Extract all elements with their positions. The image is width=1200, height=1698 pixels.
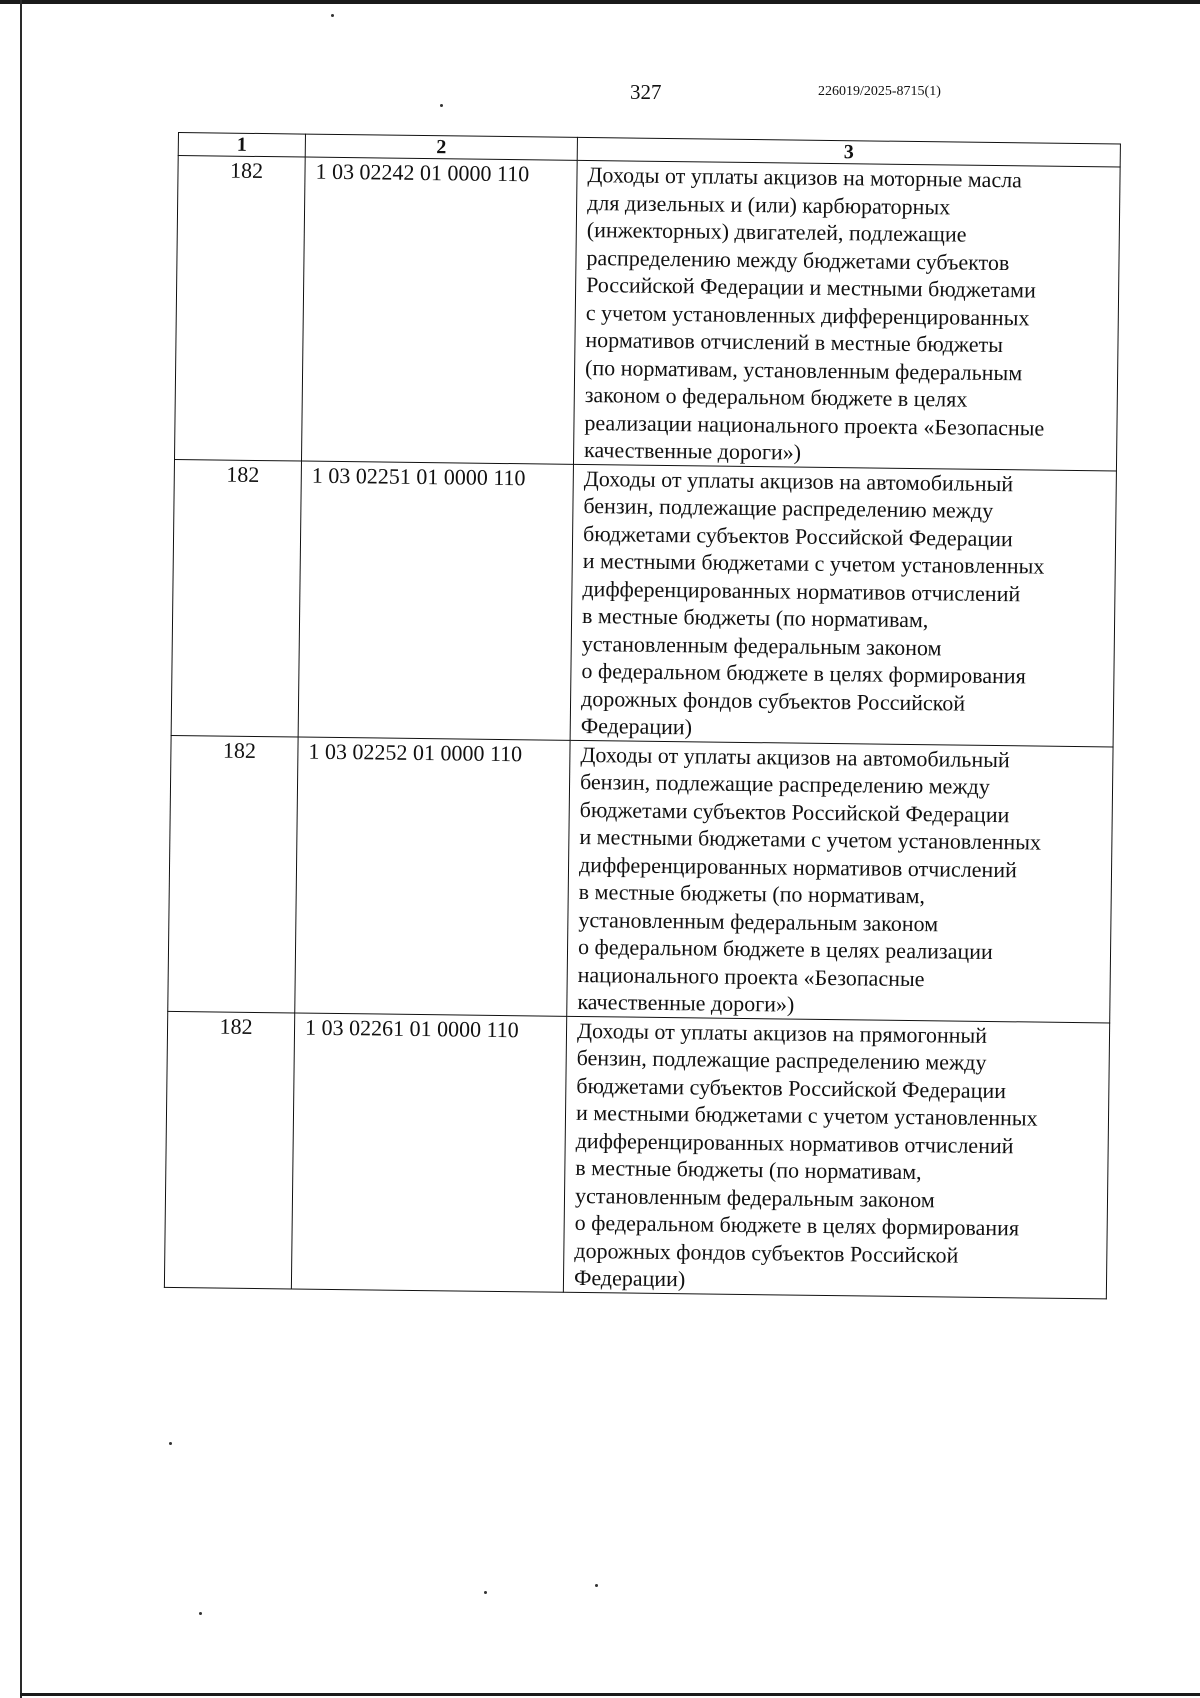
description-line: и местными бюджетами с учетом установленных: [575, 1099, 1038, 1131]
admin-code-cell: 182: [175, 156, 306, 461]
description-line: (инжекторных) двигателей, подлежащие: [586, 217, 967, 247]
scan-speck: [440, 104, 443, 107]
description-line: дифференцированных нормативов отчислений: [575, 1127, 1014, 1158]
revenue-description-cell: [573, 160, 1120, 470]
description-line: в местные бюджеты (по нормативам,: [578, 878, 926, 909]
description-line: о федеральном бюджете в целях формирования: [574, 1209, 1020, 1241]
budget-classification-code-cell: 1 03 02261 01 0000 110: [291, 1012, 566, 1291]
page-number: 327: [630, 80, 662, 104]
scan-border-top: [0, 0, 1200, 4]
budget-classification-code-cell: 1 03 02242 01 0000 110: [301, 157, 577, 464]
table-row: [171, 459, 1116, 746]
description-line: установленным федеральным законом: [574, 1182, 935, 1212]
description-line: Доходы от уплаты акцизов на моторные масла: [587, 162, 1023, 193]
scan-speck: [484, 1591, 487, 1594]
description-line: бюджетами субъектов Российской Федерации: [582, 520, 1013, 551]
description-line: в местные бюджеты (по нормативам,: [581, 602, 929, 633]
scan-speck: [169, 1442, 172, 1445]
scan-speck: [595, 1584, 598, 1587]
revenue-description-cell: [563, 1016, 1109, 1299]
description-line: дорожных фондов субъектов Российской: [580, 685, 966, 716]
table-body: [164, 156, 1120, 1299]
description-line: Доходы от уплаты акцизов на автомобильный: [583, 465, 1014, 496]
description-line: национального проекта «Безопасные: [577, 961, 925, 991]
description-line: бензин, подлежащие распределению между: [583, 492, 994, 523]
description-line: качественные дороги»): [583, 436, 802, 465]
description-line: и местными бюджетами с учетом установленных: [579, 823, 1042, 855]
description-line: дорожных фондов субъектов Российской: [574, 1237, 959, 1268]
description-line: реализации национального проекта «Безопасные: [584, 409, 1045, 441]
column-header-3: 3: [577, 137, 1120, 167]
description-line: о федеральном бюджете в целях формирования: [581, 657, 1026, 689]
budget-classification-code-cell: 1 03 02251 01 0000 110: [298, 461, 573, 740]
revenue-description-cell: [567, 740, 1113, 1023]
table-row: [175, 156, 1121, 471]
revenue-codes-table-wrapper: [164, 132, 1120, 1299]
revenue-description-cell: [570, 464, 1116, 747]
description-line: установленным федеральным законом: [581, 630, 942, 660]
description-line: бензин, подлежащие распределению между: [579, 768, 990, 799]
description-line: бюджетами субъектов Российской Федерации: [579, 796, 1010, 827]
description-line: Доходы от уплаты акцизов на автомобильный: [580, 741, 1010, 772]
description-line: Федерации): [580, 712, 693, 740]
description-line: для дизельных и (или) карбюраторных: [587, 189, 951, 219]
budget-classification-code-cell: 1 03 02252 01 0000 110: [295, 737, 570, 1016]
table-row: [164, 1011, 1109, 1298]
description-line: дифференцированных нормативов отчислений: [582, 575, 1021, 606]
scan-speck: [331, 14, 334, 17]
description-line: установленным федеральным законом: [578, 906, 939, 936]
document-id: 226019/2025-8715(1): [818, 84, 941, 99]
description-line: распределению между бюджетами субъектов: [586, 244, 1010, 275]
admin-code-cell: 182: [168, 735, 298, 1013]
description-line: нормативов отчислений в местные бюджеты: [585, 326, 1004, 358]
table-row: [168, 735, 1113, 1022]
admin-code-cell: 182: [164, 1011, 294, 1289]
column-header-1: 1: [178, 133, 305, 158]
description-line: Российской Федерации и местными бюджетами: [586, 271, 1036, 303]
description-line: качественные дороги»): [577, 988, 795, 1017]
description-line: о федеральном бюджете в целях реализации: [577, 933, 993, 965]
column-header-2: 2: [305, 134, 577, 160]
description-line: бюджетами субъектов Российской Федерации: [576, 1072, 1007, 1103]
description-line: Федерации): [573, 1264, 686, 1292]
description-line: дифференцированных нормативов отчислений: [578, 851, 1018, 882]
scan-speck: [199, 1612, 202, 1615]
description-line: бензин, подлежащие распределению между: [576, 1044, 987, 1075]
description-line: законом о федеральном бюджете в целях: [584, 381, 968, 412]
admin-code-cell: 182: [171, 459, 301, 737]
scan-border-left: [20, 0, 22, 1698]
description-line: и местными бюджетами с учетом установленных: [582, 547, 1045, 579]
description-line: (по нормативам, установленным федеральным: [585, 354, 1023, 385]
description-line: с учетом установленных дифференцированных: [585, 299, 1030, 330]
description-line: в местные бюджеты (по нормативам,: [575, 1154, 922, 1185]
revenue-codes-table: [164, 132, 1121, 1299]
description-line: Доходы от уплаты акцизов на прямогонный: [576, 1017, 988, 1048]
scan-border-bottom: [20, 1693, 1200, 1696]
